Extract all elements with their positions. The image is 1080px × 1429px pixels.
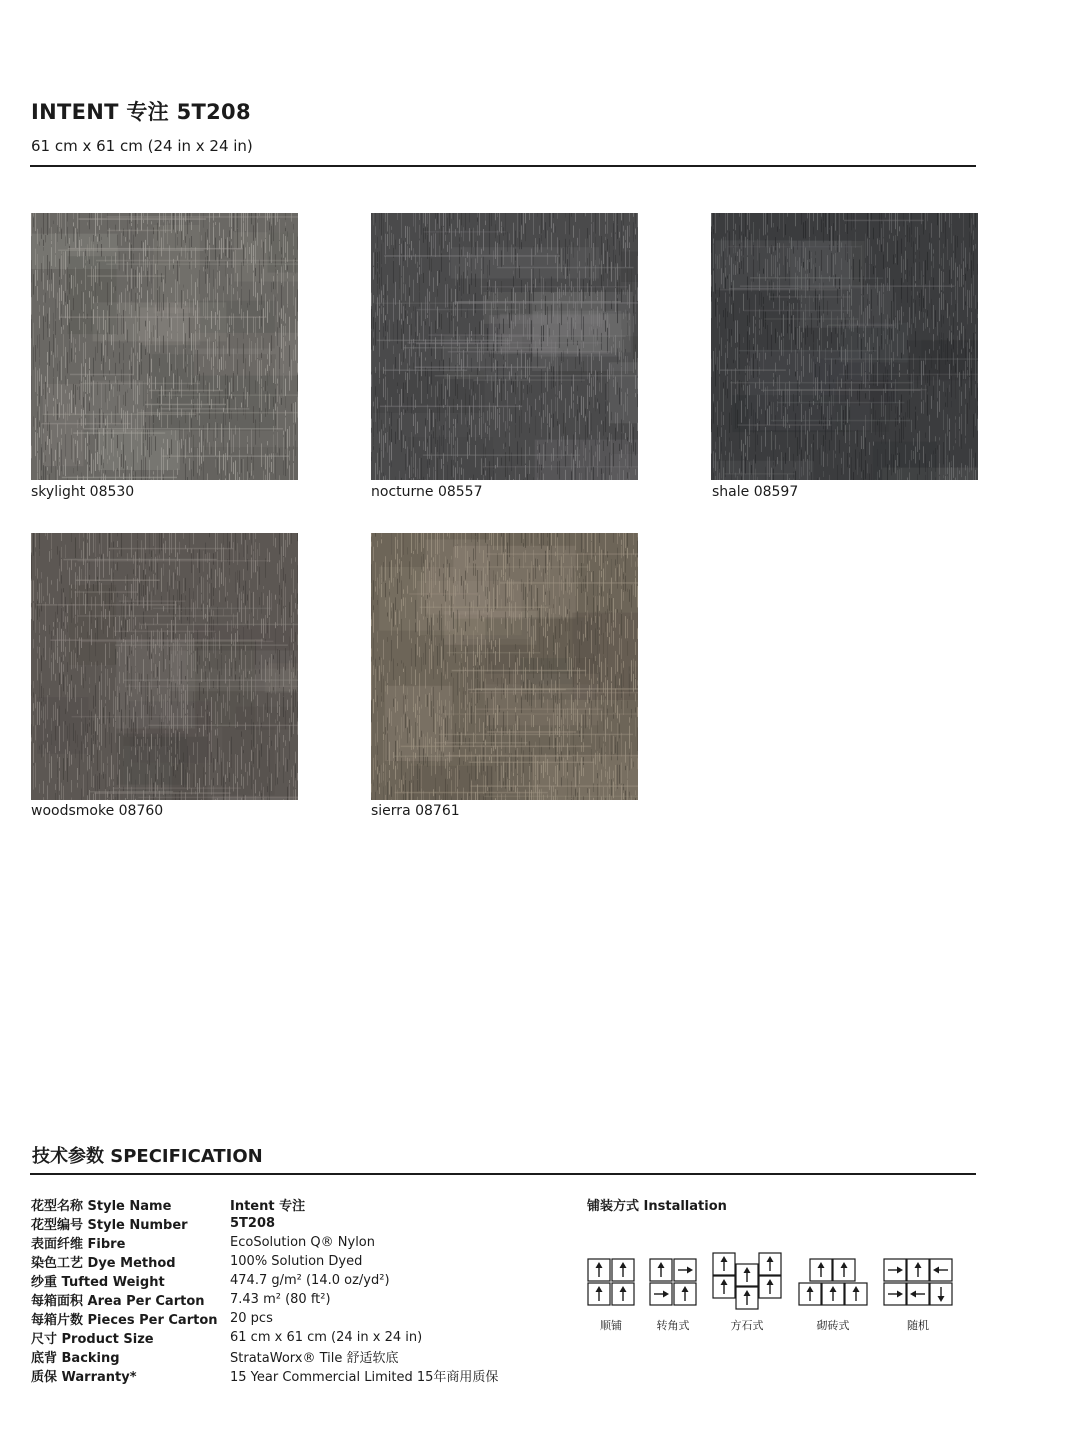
spec-label: 底背 Backing [31, 1351, 120, 1366]
spec-label: 表面纤维 Fibre [31, 1237, 126, 1252]
install-label-quarter-turn: 转角式 [656, 1319, 690, 1332]
swatch-label-woodsmoke: woodsmoke 08760 [31, 803, 164, 819]
swatch-label-sierra: sierra 08761 [371, 803, 460, 819]
spec-label: 花型编号 Style Number [31, 1218, 188, 1233]
spec-label: 尺寸 Product Size [31, 1332, 154, 1347]
spec-row [31, 1309, 498, 1328]
spec-title: 技术参数 SPECIFICATION [32, 1146, 263, 1167]
spec-value: StrataWorx® Tile 舒适软底 [230, 1351, 399, 1366]
page-title: INTENT 专注 5T208 [31, 100, 251, 124]
install-label-brick: 砌砖式 [816, 1319, 850, 1332]
swatch-label-shale: shale 08597 [712, 484, 799, 500]
installation-title: 铺装方式 Installation [587, 1199, 727, 1214]
ashlar-install-icon [712, 1252, 784, 1312]
swatch-image-nocturne [371, 213, 638, 480]
spec-row [31, 1233, 498, 1252]
spec-label: 质保 Warranty* [31, 1370, 137, 1385]
swatch-image-sierra [371, 533, 638, 800]
header-divider [30, 165, 976, 167]
spec-value: 100% Solution Dyed [230, 1254, 363, 1269]
spec-label: 花型名称 Style Name [31, 1199, 172, 1214]
spec-row [31, 1366, 498, 1385]
spec-row [31, 1328, 498, 1347]
swatch-image-shale [711, 213, 978, 480]
spec-value: EcoSolution Q® Nylon [230, 1235, 375, 1250]
spec-row [31, 1214, 498, 1233]
spec-value: 20 pcs [230, 1311, 273, 1326]
spec-value: Intent 专注 [230, 1199, 306, 1214]
spec-table [31, 1195, 498, 1385]
swatch-label-skylight: skylight 08530 [31, 484, 135, 500]
spec-label: 每箱面积 Area Per Carton [31, 1294, 205, 1309]
spec-row [31, 1290, 498, 1309]
install-label-random: 随机 [907, 1319, 929, 1332]
spec-value: 7.43 m² (80 ft²) [230, 1292, 331, 1307]
spec-value: 5T208 [230, 1216, 276, 1231]
spec-value: 61 cm x 61 cm (24 in x 24 in) [230, 1330, 423, 1345]
spec-row [31, 1347, 498, 1366]
spec-label: 每箱片数 Pieces Per Carton [31, 1313, 218, 1328]
spec-label: 染色工艺 Dye Method [31, 1256, 176, 1271]
spec-label: 纱重 Tufted Weight [31, 1275, 165, 1290]
spec-value: 15 Year Commercial Limited 15年商用质保 [230, 1370, 499, 1385]
brick-install-icon [798, 1258, 868, 1306]
swatch-image-skylight [31, 213, 298, 480]
spec-value: 474.7 g/m² (14.0 oz/yd²) [230, 1273, 390, 1288]
swatch-image-woodsmoke [31, 533, 298, 800]
quarter-turn-install-icon [649, 1258, 697, 1306]
page-subtitle: 61 cm x 61 cm (24 in x 24 in) [31, 137, 253, 155]
swatch-label-nocturne: nocturne 08557 [371, 484, 483, 500]
spec-divider [30, 1173, 976, 1175]
spec-row [31, 1252, 498, 1271]
spec-row [31, 1271, 498, 1290]
monolithic-install-icon [587, 1258, 635, 1306]
random-install-icon [883, 1258, 955, 1306]
install-label-ashlar: 方石式 [730, 1319, 764, 1332]
spec-row [31, 1195, 498, 1214]
install-label-monolithic: 顺铺 [600, 1319, 622, 1332]
